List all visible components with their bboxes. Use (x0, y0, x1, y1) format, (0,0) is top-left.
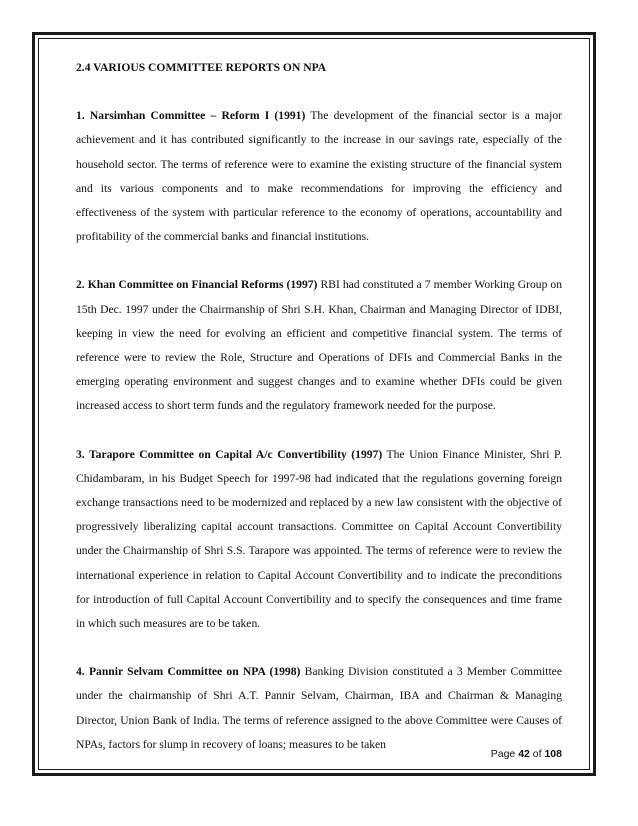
committee-body: Banking Division constituted a 3 Member Committee under the chairmanship of Shri A.T. Pannir Selvam, Chairman, IBA and Chairman & Managing Director, Union Bank of India. The terms of reference assigned to the above Committee were Causes of NPAs, factors for slump in recovery of loans; measures to be taken (76, 665, 562, 751)
committee-title: 3. Tarapore Committee on Capital A/c Convertibility (1997) (76, 447, 383, 461)
document-body (76, 56, 562, 781)
page-of: of (529, 748, 545, 760)
committee-title: 2. Khan Committee on Financial Reforms (1997) (76, 278, 318, 292)
committee-tarapore (76, 443, 562, 637)
page-total: 108 (544, 748, 562, 760)
committee-title: 1. Narsimhan Committee – Reform I (1991) (76, 109, 306, 123)
committee-body: RBI had constituted a 7 member Working Group on 15th Dec. 1997 under the Chairmanship of Shri S.H. Khan, Chairman and Managing Director of IDBI, keeping in view the need for evolving an efficient and competitive financial system. The terms of reference were to review the Role, Structure and Operations of DFIs and Commercial Banks in the emerging operating environment and suggest changes and to examine whether DFIs could be given increased access to short term funds and the regulatory framework needed for the purpose. (76, 278, 563, 413)
committee-khan (76, 273, 562, 418)
page-label: Page (490, 748, 519, 760)
committee-pannir-selvam (76, 660, 562, 757)
committee-narsimhan (76, 104, 562, 249)
page-number (491, 748, 562, 760)
page-current: 42 (518, 748, 530, 760)
committee-title: 4. Pannir Selvam Committee on NPA (1998) (76, 665, 301, 679)
committee-body: The Union Finance Minister, Shri P. Chidambaram, in his Budget Speech for 1997-98 had indicated that the regulations governing foreign exchange transactions need to be modernized and replaced by a new law consistent with the objective of progressively liberalizing capital account transactions. Committee on Capital Account Convertibility under the Chairmanship of Shri S.S. Tarapore was appointed. The terms of reference were to review the international experience in relation to Capital Account Convertibility and to indicate the preconditions for introduction of full Capital Account Convertibility and to specify the consequences and time frame in which such measures are to be taken. (76, 447, 563, 631)
section-heading: 2.4 VARIOUS COMMITTEE REPORTS ON NPA (76, 61, 327, 74)
committee-body: The development of the financial sector is a major achievement and it has contributed significantly to the increase in our savings rate, especially of the household sector. The terms of reference were to examine the existing structure of the financial system and its various components and to make recommendations for improving the efficiency and effectiveness of the system with particular reference to the economy of operations, accountability and profitability of the commercial banks and financial institutions. (76, 109, 563, 244)
